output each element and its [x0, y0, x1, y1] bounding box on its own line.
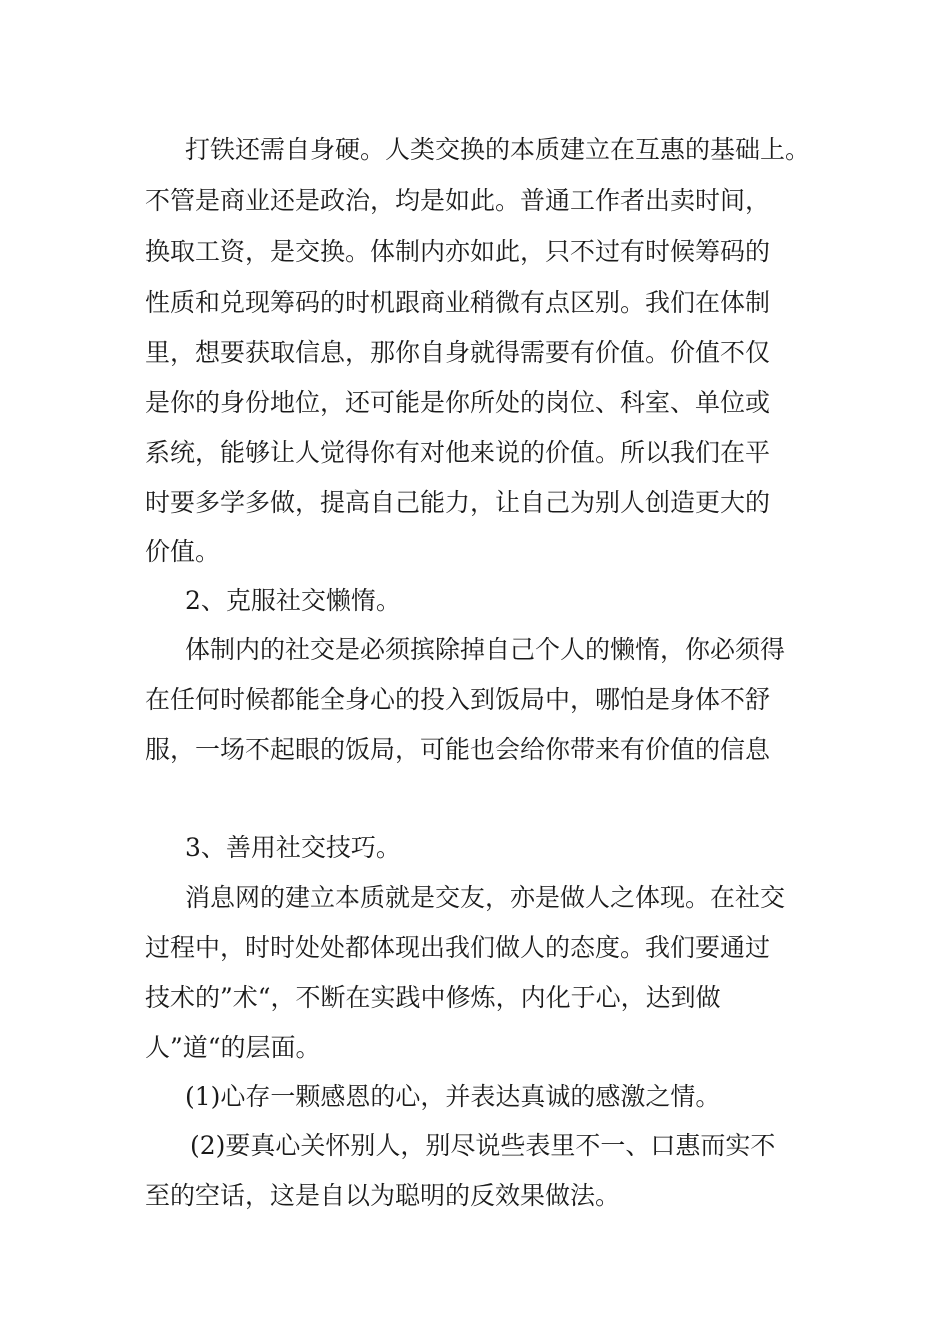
paragraph-line: 服，一场不起眼的饭局，可能也会给你带来有价值的信息 — [145, 735, 771, 764]
list-item: (2)要真心关怀别人，别尽说些表里不一、口惠而实不 — [190, 1131, 776, 1160]
paragraph-line: 至的空话，这是自以为聪明的反效果做法。 — [145, 1181, 621, 1210]
paragraph-line: 性质和兑现筹码的时机跟商业稍微有点区别。我们在体制 — [145, 288, 771, 317]
section-heading: 3、善用社交技巧。 — [185, 833, 401, 862]
paragraph-line: 系统，能够让人觉得你有对他来说的价值。所以我们在平 — [145, 438, 771, 467]
paragraph-line: 是你的身份地位，还可能是你所处的岗位、科室、单位或 — [145, 388, 771, 417]
paragraph-line: 不管是商业还是政治，均是如此。普通工作者出卖时间， — [145, 186, 771, 215]
paragraph-line: 过程中，时时处处都体现出我们做人的态度。我们要通过 — [145, 933, 771, 962]
paragraph-line: 技术的”术“，不断在实践中修炼，内化于心，达到做 — [145, 983, 721, 1012]
paragraph-line: 打铁还需自身硬。人类交换的本质建立在互惠的基础上。 — [185, 135, 811, 164]
paragraph-line: 换取工资，是交换。体制内亦如此，只不过有时候筹码的 — [145, 237, 771, 266]
list-item: (1)心存一颗感恩的心，并表达真诚的感激之情。 — [185, 1082, 721, 1111]
paragraph-line: 价值。 — [145, 537, 221, 566]
paragraph-line: 在任何时候都能全身心的投入到饭局中，哪怕是身体不舒 — [145, 685, 771, 714]
paragraph-line: 里，想要获取信息，那你自身就得需要有价值。价值不仅 — [145, 338, 771, 367]
paragraph-line: 消息网的建立本质就是交友，亦是做人之体现。在社交 — [185, 883, 786, 912]
section-heading: 2、克服社交懒惰。 — [185, 586, 401, 615]
paragraph-line: 人”道“的层面。 — [145, 1033, 321, 1062]
paragraph-line: 时要多学多做，提高自己能力，让自己为别人创造更大的 — [145, 488, 771, 517]
paragraph-line: 体制内的社交是必须摈除掉自己个人的懒惰，你必须得 — [185, 635, 786, 664]
